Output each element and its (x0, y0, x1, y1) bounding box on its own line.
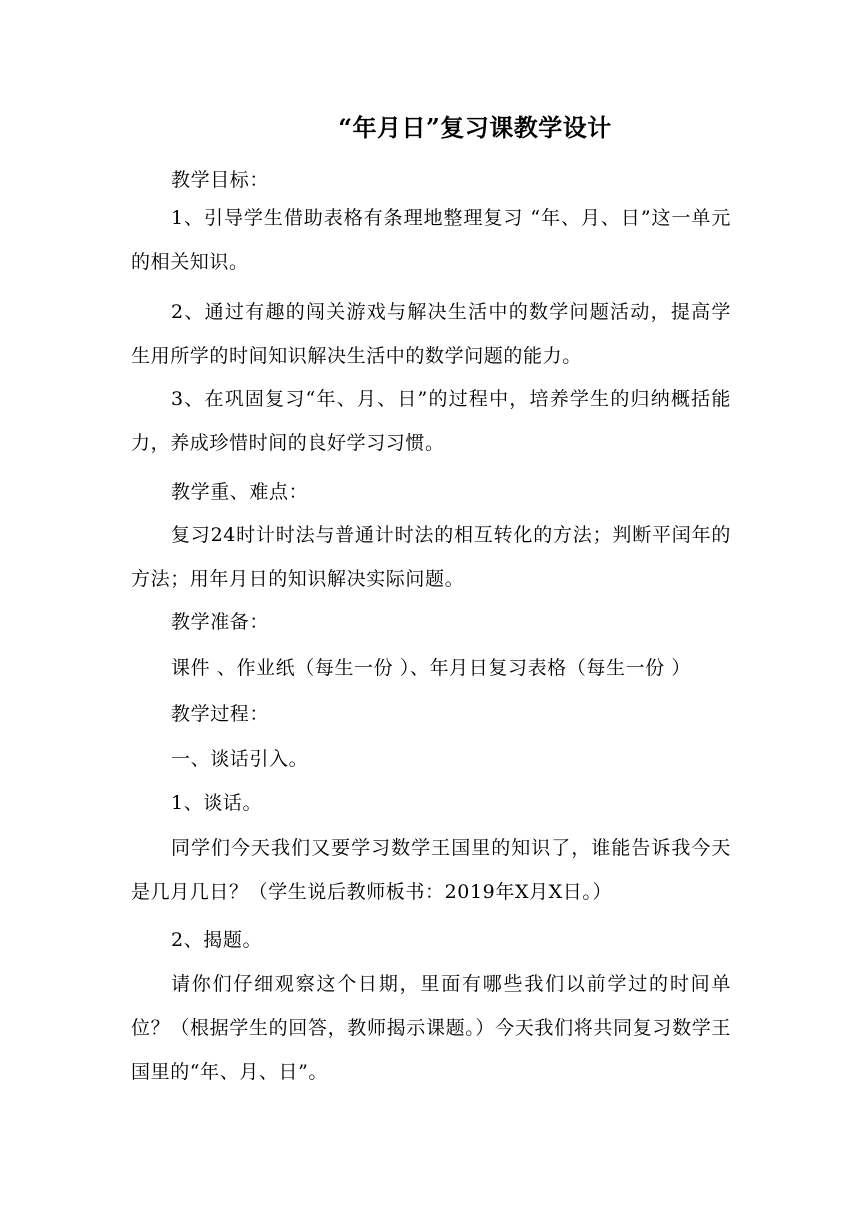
objective-3: 3、在巩固复习“年、月、日”的过程中，培养学生的归纳概括能力，养成珍惜时间的良好学习习惯。 (131, 388, 731, 454)
preparation-text: 课件 、作业纸（每生一份 ）、年月日复习表格（每生一份 ） (171, 657, 692, 679)
section-heading-process: 教学过程： (171, 703, 270, 725)
section-heading-objectives: 教学目标： (171, 169, 270, 191)
process-reveal-text: 请你们仔细观察这个日期，里面有哪些我们以前学过的时间单位？（根据学生的回答，教师揭示课题。）今天我们将共同复习数学王国里的“年、月、日”。 (131, 973, 731, 1083)
key-points-text: 复习24时计时法与普通计时法的相互转化的方法；判断平闰年的方法；用年月日的知识解决实际问题。 (131, 524, 731, 590)
process-step-1-heading: 一、谈话引入。 (171, 748, 309, 770)
process-substep-talk: 1、谈话。 (171, 792, 263, 814)
process-substep-reveal: 2、揭题。 (171, 929, 263, 951)
section-heading-preparation: 教学准备： (171, 611, 270, 633)
objective-1: 1、引导学生借助表格有条理地整理复习 “年、月、日”这一单元的相关知识。 (131, 207, 731, 273)
objective-2: 2、通过有趣的闯关游戏与解决生活中的数学问题活动，提高学生用所学的时间知识解决生活中的数学问题的能力。 (131, 301, 731, 367)
section-heading-key-points: 教学重、难点： (171, 481, 309, 503)
process-talk-text: 同学们今天我们又要学习数学王国里的知识了，谁能告诉我今天是几月几日？（学生说后教师板书：2019年X月X日。） (131, 837, 731, 903)
document-title: “年月日”复习课教学设计 (338, 113, 612, 142)
